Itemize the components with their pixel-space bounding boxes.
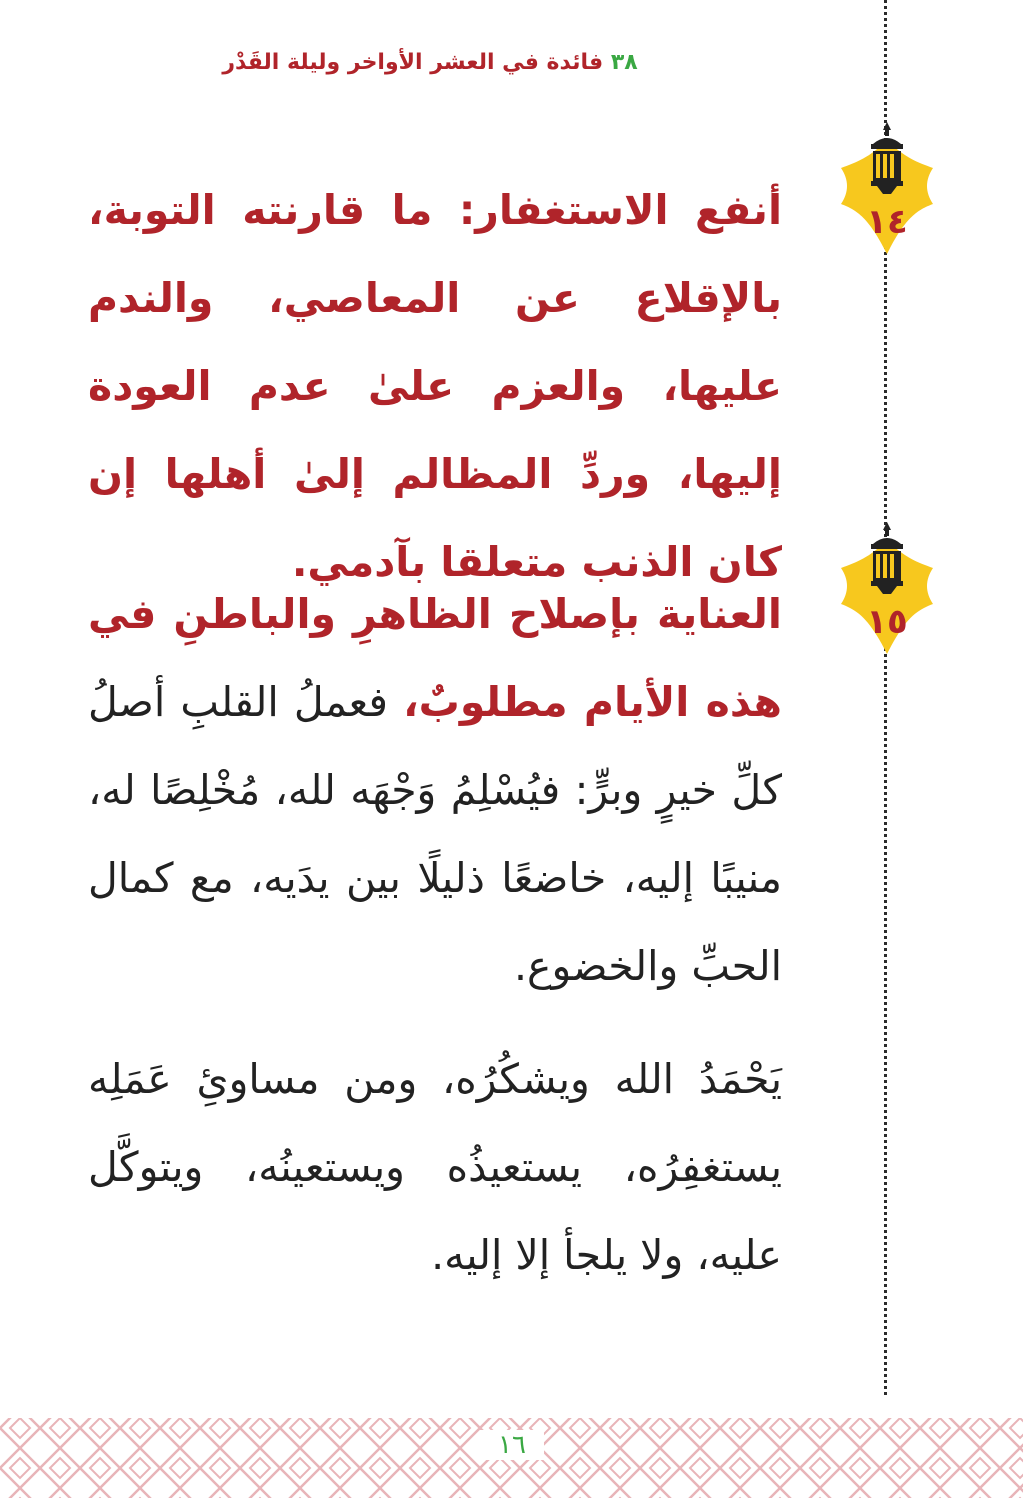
header-number: ٣٨ xyxy=(610,50,638,75)
running-header xyxy=(200,50,660,75)
paragraph-15-bold: العناية بإصلاح الظاهرِ والباطنِ في هذه الأيام مطلوبٌ، xyxy=(88,590,782,726)
badge-number: ١٤ xyxy=(866,202,908,242)
header-title: فائدة في العشر الأواخر وليلة القَدْر xyxy=(222,50,604,75)
item-badge-14 xyxy=(833,118,941,258)
paragraph-15 xyxy=(88,570,782,1010)
paragraph-16: يَحْمَدُ الله ويشكُرُه، ومن مساوئِ عَمَلِه يستغفِرُه، يستعيذُه ويستعينُه، ويتوكَّل عليه، ولا يلجأ إلا إليه. xyxy=(88,1055,782,1279)
footer-ornament xyxy=(0,1408,1023,1505)
paragraph-15-regular: فعملُ القلبِ أصلُ كلِّ خيرٍ وبرٍّ: فيُسْلِمُ وَجْهَه لله، مُخْلِصًا له، منيبًا إليه، خاضعًا ذليلًا بين يدَيه، مع كمال الحبِّ والخضوع. xyxy=(88,678,782,990)
paragraph-14: أنفع الاستغفار: ما قارنته التوبة، بالإقلاع عن المعاصي، والندم عليها، والعزم علىٰ عدم العودة إليها، وردِّ المظالم إلىٰ أهلها إن كان الذنب متعلقا بآدمي. xyxy=(88,186,782,586)
badge-number: ١٥ xyxy=(866,602,908,642)
item-badge-15 xyxy=(833,518,941,658)
page-number: ١٦ xyxy=(480,1430,544,1460)
